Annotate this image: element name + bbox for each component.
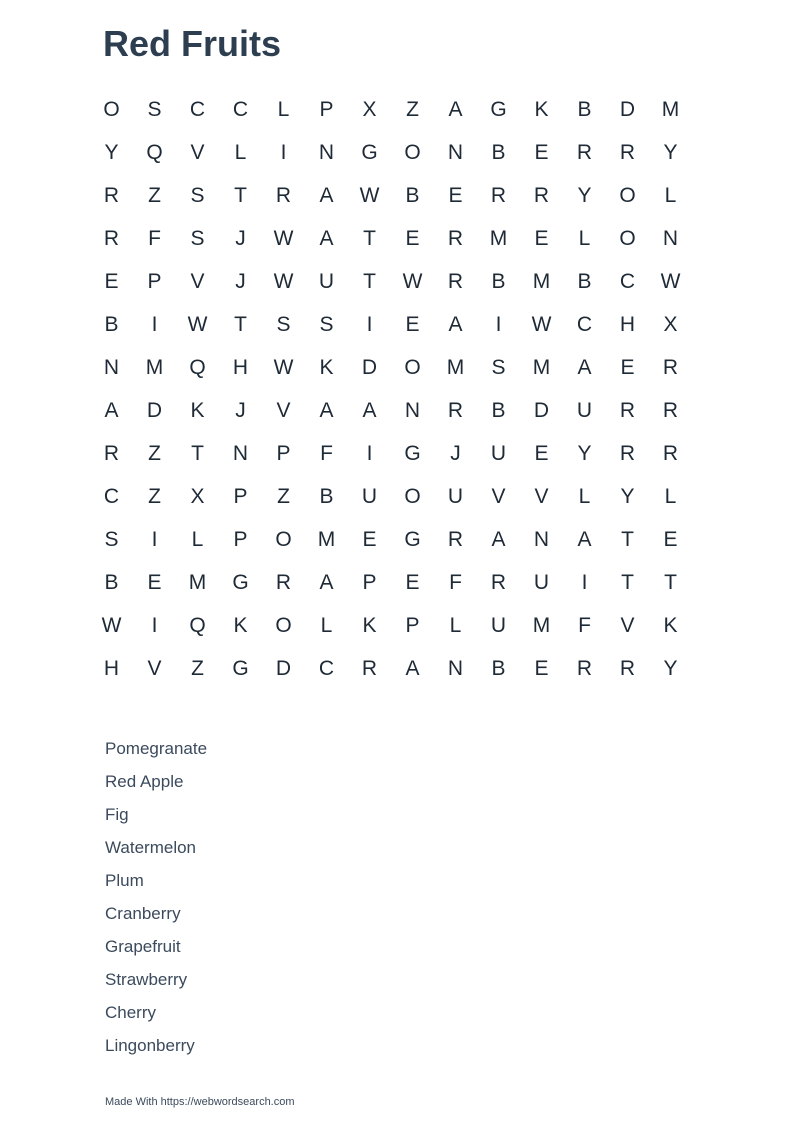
grid-letter: B: [491, 269, 506, 293]
grid-letter: S: [104, 527, 119, 551]
grid-letter: R: [447, 226, 464, 250]
grid-letter: X: [190, 484, 205, 508]
grid-letter: A: [448, 312, 463, 336]
word-list-item: Cherry: [105, 1003, 157, 1022]
grid-letter: S: [276, 312, 291, 336]
grid-letter: Q: [189, 613, 206, 637]
grid-letter: L: [191, 527, 204, 551]
grid-letter: I: [151, 613, 158, 637]
grid-letter: R: [662, 398, 679, 422]
grid-letter: D: [275, 656, 292, 680]
grid-letter: E: [405, 570, 420, 594]
grid-letter: T: [234, 312, 247, 336]
grid-letter: I: [151, 312, 158, 336]
footer-credit: Made With https://webwordsearch.com: [105, 1096, 295, 1108]
grid-letter: N: [447, 140, 464, 164]
grid-letter: M: [661, 97, 680, 121]
grid-letter: A: [491, 527, 506, 551]
grid-letter: E: [663, 527, 678, 551]
grid-letter: P: [233, 484, 248, 508]
grid-letter: A: [362, 398, 377, 422]
grid-letter: L: [664, 484, 677, 508]
grid-letter: R: [662, 441, 679, 465]
grid-letter: E: [534, 656, 549, 680]
grid-letter: R: [619, 441, 636, 465]
grid-letter: A: [319, 226, 334, 250]
word-list-item: Strawberry: [105, 970, 188, 989]
grid-letter: V: [276, 398, 291, 422]
grid-letter: T: [363, 226, 376, 250]
grid-letter: Y: [577, 441, 592, 465]
grid-letter: T: [621, 527, 634, 551]
grid-letter: M: [188, 570, 207, 594]
grid-letter: R: [447, 398, 464, 422]
grid-letter: P: [362, 570, 377, 594]
grid-letter: F: [578, 613, 591, 637]
grid-letter: J: [235, 398, 246, 422]
letter-grid: [90, 88, 692, 690]
grid-letter: S: [491, 355, 506, 379]
grid-letter: E: [104, 269, 119, 293]
grid-letter: P: [147, 269, 162, 293]
grid-letter: A: [319, 398, 334, 422]
grid-letter: Q: [189, 355, 206, 379]
grid-row: [90, 88, 692, 131]
grid-letter: W: [359, 183, 380, 207]
grid-letter: O: [275, 613, 292, 637]
grid-letter: B: [491, 398, 506, 422]
grid-letter: R: [103, 441, 120, 465]
grid-letter: C: [318, 656, 335, 680]
grid-letter: E: [147, 570, 162, 594]
grid-letter: K: [663, 613, 678, 637]
grid-letter: V: [147, 656, 162, 680]
grid-letter: A: [319, 183, 334, 207]
grid-letter: Q: [146, 140, 163, 164]
grid-letter: W: [101, 613, 122, 637]
grid-letter: N: [318, 140, 335, 164]
grid-letter: R: [275, 570, 292, 594]
grid-letter: C: [576, 312, 593, 336]
grid-letter: R: [490, 183, 507, 207]
grid-letter: W: [660, 269, 681, 293]
grid-letter: L: [320, 613, 333, 637]
grid-letter: G: [232, 570, 249, 594]
grid-letter: A: [405, 656, 420, 680]
grid-row: [90, 217, 692, 260]
grid-letter: N: [232, 441, 249, 465]
grid-letter: M: [532, 355, 551, 379]
grid-row: [90, 604, 692, 647]
grid-letter: E: [534, 441, 549, 465]
grid-letter: B: [491, 140, 506, 164]
grid-letter: U: [490, 441, 507, 465]
grid-letter: E: [534, 140, 549, 164]
grid-letter: E: [448, 183, 463, 207]
grid-letter: K: [319, 355, 334, 379]
grid-letter: O: [275, 527, 292, 551]
grid-letter: G: [232, 656, 249, 680]
grid-letter: N: [103, 355, 120, 379]
grid-row: [90, 174, 692, 217]
grid-row: [90, 647, 692, 690]
grid-letter: G: [490, 97, 507, 121]
grid-letter: T: [664, 570, 677, 594]
grid-letter: S: [147, 97, 162, 121]
grid-letter: N: [404, 398, 421, 422]
grid-letter: Z: [191, 656, 204, 680]
grid-letter: M: [317, 527, 336, 551]
grid-letter: P: [319, 97, 334, 121]
grid-letter: G: [361, 140, 378, 164]
grid-letter: D: [619, 97, 636, 121]
grid-letter: Z: [148, 484, 161, 508]
word-list-item: Plum: [105, 871, 144, 890]
grid-letter: R: [447, 269, 464, 293]
grid-letter: Z: [148, 183, 161, 207]
page-title: Red Fruits: [103, 23, 282, 64]
grid-letter: R: [619, 398, 636, 422]
grid-letter: Y: [104, 140, 119, 164]
grid-letter: B: [104, 312, 119, 336]
grid-letter: R: [275, 183, 292, 207]
grid-letter: A: [448, 97, 463, 121]
grid-letter: M: [145, 355, 164, 379]
grid-letter: R: [103, 183, 120, 207]
grid-letter: H: [232, 355, 249, 379]
grid-letter: R: [533, 183, 550, 207]
grid-row: [90, 260, 692, 303]
grid-letter: K: [190, 398, 205, 422]
grid-letter: S: [190, 183, 205, 207]
grid-letter: E: [405, 312, 420, 336]
grid-letter: V: [491, 484, 506, 508]
grid-letter: C: [103, 484, 120, 508]
grid-letter: K: [362, 613, 377, 637]
grid-letter: K: [534, 97, 549, 121]
grid-letter: W: [273, 355, 294, 379]
grid-row: [90, 389, 692, 432]
grid-letter: V: [620, 613, 635, 637]
grid-letter: R: [619, 656, 636, 680]
grid-letter: U: [318, 269, 335, 293]
grid-letter: B: [577, 97, 592, 121]
grid-letter: I: [151, 527, 158, 551]
grid-letter: L: [234, 140, 247, 164]
grid-letter: U: [447, 484, 464, 508]
word-list: [105, 737, 207, 1067]
grid-letter: H: [619, 312, 636, 336]
grid-letter: S: [319, 312, 334, 336]
grid-letter: D: [361, 355, 378, 379]
grid-letter: W: [187, 312, 208, 336]
grid-letter: R: [361, 656, 378, 680]
grid-row: [90, 131, 692, 174]
grid-letter: O: [103, 97, 120, 121]
grid-letter: G: [404, 527, 421, 551]
grid-letter: D: [146, 398, 163, 422]
grid-letter: B: [577, 269, 592, 293]
grid-letter: C: [619, 269, 636, 293]
grid-letter: W: [531, 312, 552, 336]
grid-letter: Y: [663, 656, 678, 680]
grid-row: [90, 432, 692, 475]
word-list-item: Cranberry: [105, 904, 181, 923]
grid-letter: R: [619, 140, 636, 164]
grid-letter: E: [534, 226, 549, 250]
grid-letter: Y: [620, 484, 635, 508]
grid-letter: W: [273, 269, 294, 293]
grid-row: [90, 518, 692, 561]
grid-letter: Z: [148, 441, 161, 465]
grid-letter: U: [361, 484, 378, 508]
grid-letter: O: [404, 484, 421, 508]
grid-letter: X: [362, 97, 377, 121]
grid-letter: B: [405, 183, 420, 207]
grid-row: [90, 561, 692, 604]
grid-letter: D: [533, 398, 550, 422]
grid-letter: Z: [406, 97, 419, 121]
grid-letter: W: [273, 226, 294, 250]
word-list-item: Pomegranate: [105, 739, 208, 758]
grid-letter: T: [191, 441, 204, 465]
grid-letter: Z: [277, 484, 290, 508]
grid-letter: C: [232, 97, 249, 121]
grid-letter: L: [664, 183, 677, 207]
word-list-item: Grapefruit: [105, 937, 181, 956]
grid-letter: T: [621, 570, 634, 594]
grid-letter: R: [662, 355, 679, 379]
grid-letter: U: [533, 570, 550, 594]
grid-letter: P: [233, 527, 248, 551]
grid-letter: U: [576, 398, 593, 422]
grid-letter: H: [103, 656, 120, 680]
grid-letter: O: [619, 226, 636, 250]
grid-letter: P: [405, 613, 420, 637]
grid-letter: Y: [663, 140, 678, 164]
grid-row: [90, 475, 692, 518]
grid-letter: P: [276, 441, 291, 465]
grid-letter: L: [277, 97, 290, 121]
grid-row: [90, 346, 692, 389]
grid-letter: F: [148, 226, 161, 250]
grid-letter: X: [663, 312, 678, 336]
grid-letter: B: [319, 484, 334, 508]
grid-letter: A: [104, 398, 119, 422]
grid-letter: A: [577, 355, 592, 379]
grid-letter: L: [578, 484, 591, 508]
grid-letter: U: [490, 613, 507, 637]
grid-letter: I: [581, 570, 588, 594]
grid-letter: F: [449, 570, 462, 594]
word-list-item: Lingonberry: [105, 1036, 195, 1055]
grid-letter: T: [363, 269, 376, 293]
grid-row: [90, 303, 692, 346]
grid-letter: E: [362, 527, 377, 551]
grid-letter: K: [233, 613, 248, 637]
grid-letter: N: [662, 226, 679, 250]
grid-letter: J: [235, 226, 246, 250]
grid-letter: A: [319, 570, 334, 594]
grid-letter: I: [366, 441, 373, 465]
grid-letter: N: [447, 656, 464, 680]
grid-letter: M: [489, 226, 508, 250]
grid-letter: M: [446, 355, 465, 379]
grid-letter: B: [491, 656, 506, 680]
grid-letter: O: [619, 183, 636, 207]
grid-letter: Y: [577, 183, 592, 207]
grid-letter: E: [405, 226, 420, 250]
grid-letter: V: [190, 140, 205, 164]
grid-letter: N: [533, 527, 550, 551]
word-list-item: Fig: [105, 805, 129, 824]
grid-letter: W: [402, 269, 423, 293]
grid-letter: F: [320, 441, 333, 465]
grid-letter: J: [450, 441, 461, 465]
grid-letter: A: [577, 527, 592, 551]
grid-letter: V: [190, 269, 205, 293]
grid-letter: C: [189, 97, 206, 121]
grid-letter: R: [447, 527, 464, 551]
grid-letter: I: [280, 140, 287, 164]
grid-letter: T: [234, 183, 247, 207]
word-list-item: Red Apple: [105, 772, 184, 791]
grid-letter: I: [366, 312, 373, 336]
grid-letter: J: [235, 269, 246, 293]
grid-letter: B: [104, 570, 119, 594]
grid-letter: R: [490, 570, 507, 594]
grid-letter: L: [449, 613, 462, 637]
grid-letter: R: [576, 656, 593, 680]
grid-letter: L: [578, 226, 591, 250]
grid-letter: O: [404, 355, 421, 379]
grid-letter: R: [576, 140, 593, 164]
grid-letter: E: [620, 355, 635, 379]
grid-letter: V: [534, 484, 549, 508]
grid-letter: G: [404, 441, 421, 465]
grid-letter: M: [532, 613, 551, 637]
grid-letter: R: [103, 226, 120, 250]
grid-letter: I: [495, 312, 502, 336]
grid-letter: M: [532, 269, 551, 293]
grid-letter: S: [190, 226, 205, 250]
grid-letter: O: [404, 140, 421, 164]
word-list-item: Watermelon: [105, 838, 197, 857]
